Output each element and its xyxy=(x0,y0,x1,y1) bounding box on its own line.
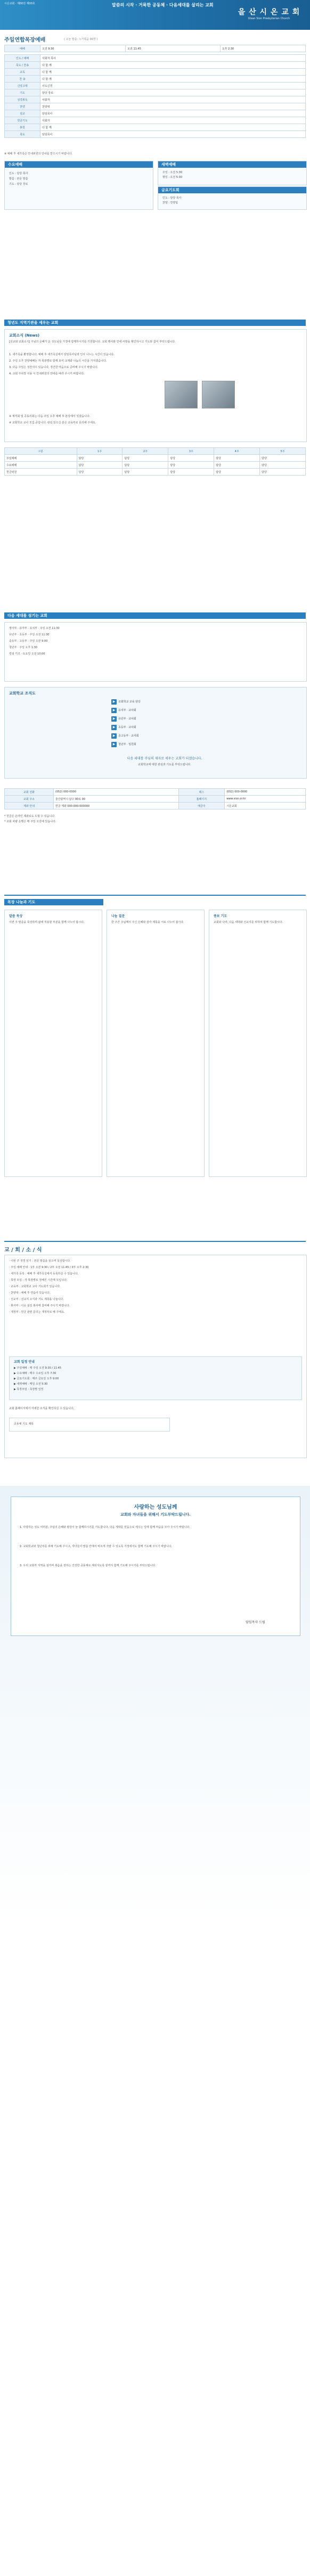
prayer-request-box xyxy=(9,1418,170,1432)
morning-title: 새벽예배 xyxy=(158,161,306,168)
weekly-box xyxy=(4,1255,307,1458)
weekly-title: 교 / 회 / 소 / 식 xyxy=(4,1247,42,1253)
contact-label: 팩스 xyxy=(178,789,225,796)
divider xyxy=(4,895,306,896)
contact-label: 홈페이지 xyxy=(178,796,225,803)
news-title: 청년도 지역기관을 세우는 교회 xyxy=(4,320,306,326)
contact-value: www.sion.or.kr xyxy=(225,796,306,803)
wednesday-line: 기도 : 담당 장로 xyxy=(9,183,28,186)
morning-line: 주일 : 오전 5:30 xyxy=(162,171,183,174)
chart-item: 유년부 · 교사회 xyxy=(118,717,136,721)
program-cell: 담당 xyxy=(260,462,306,469)
weekly-item: · 봉사부 : 이웃 섬김 봉사에 참여해 주시기 바랍니다. xyxy=(9,1304,70,1307)
contact-value: 시온교회 xyxy=(225,803,306,809)
tag-icon: ▶ xyxy=(111,716,117,722)
worship-section xyxy=(0,31,310,281)
program-cell: 주일예배 xyxy=(5,455,77,462)
prayer-column-1 xyxy=(4,910,102,1177)
bulletin-header xyxy=(0,0,310,30)
next-gen-row: 중등부 · 고등부 · 주일 오전 9:00 xyxy=(9,640,48,643)
prayer-column-title: 중보 기도 xyxy=(214,914,227,918)
news-intro: [선교와 교회소식] 주님의 은혜가 온 성도님들 가정에 함께하시기를 기원합니다. 교회 행사와 안내 사항을 확인하시고 기도와 참여 부탁드립니다. xyxy=(9,340,176,344)
news-section xyxy=(0,320,310,591)
weekly-item: · 주일 예배 안내 : 1부 오전 9:30 / 2부 오전 11:45 / 3부 오후 2:30 xyxy=(9,1266,89,1269)
time-3: 오후 2:30 xyxy=(220,45,305,52)
next-gen-schedule xyxy=(4,622,307,682)
header-slogan: 말씀의 시작 · 거룩한 공동체 · 다음세대를 살리는 교회 xyxy=(112,3,214,7)
order-label: 봉헌 xyxy=(5,124,40,131)
news-photo-2 xyxy=(202,381,235,408)
worship-order-table xyxy=(4,54,306,138)
worship-title: 주일연합목장예배 xyxy=(4,37,46,43)
contact-label: 계좌 안내 xyxy=(5,803,54,809)
schedule-row: ▶ 수요예배 : 매주 수요일 오후 7:30 xyxy=(14,1372,56,1375)
next-gen-row: 영아부 · 유아부 · 유치부 · 주일 오전 11:30 xyxy=(9,627,60,630)
letter-subtitle: 교회와 자녀들을 위해서 기도부탁드립니다. xyxy=(120,1512,191,1517)
wednesday-title: 수요예배 xyxy=(5,161,153,168)
prayer-column-title: 말씀 묵상 xyxy=(9,914,23,918)
program-cell: 담당 xyxy=(168,455,214,462)
contact-label: 교회 전화 xyxy=(5,789,54,796)
friday-line: 인도 : 담당 목사 xyxy=(162,197,182,200)
church-english-name: Ulsan Sion Presbyterian Church xyxy=(248,17,290,20)
next-gen-quote-sub: 교회학교에 대한 관심과 기도를 부탁드립니다. xyxy=(138,763,191,766)
chart-item: 교회학교 교육 담당 xyxy=(118,700,141,704)
letter-paragraph: 2. 교회학교와 청년부를 위해 기도해 주시고, 자녀들이 말씀 안에서 바르게 자랄 수 있도록 가정에서도 함께 기도해 주시기 바랍니다. xyxy=(20,1545,173,1548)
order-value: 다 함 께 xyxy=(40,124,306,131)
chart-item: 초등부 · 교사회 xyxy=(118,726,136,729)
news-heading: 교회소식 (News) xyxy=(9,333,40,338)
program-cell: 담당 xyxy=(123,455,168,462)
news-note: ※ 제직회 및 공동의회는 다음 주일 오후 예배 후 본당에서 있겠습니다. xyxy=(9,415,91,418)
program-cell: 담당 xyxy=(77,455,123,462)
program-cell: 담당 xyxy=(214,462,260,469)
weekly-item: · 찬양대 : 예배 후 연습이 있습니다. xyxy=(9,1291,51,1295)
order-value: 다 함 께 xyxy=(40,62,306,69)
weekly-item: · 선교부 : 선교지 소식과 기도 제목을 나눕니다. xyxy=(9,1298,64,1301)
news-item: 3. 다음 주일은 성찬식이 있습니다. 경건한 마음으로 준비해 주시기 바랍니다. xyxy=(9,366,99,369)
program-cell: 담당 xyxy=(77,462,123,469)
order-value: 사도신경 xyxy=(40,83,306,89)
prayer-column-2 xyxy=(107,910,205,1177)
order-value: 담임목사 xyxy=(40,131,306,138)
news-item: 1. 새가족을 환영합니다. 예배 후 새가족실에서 담임목사님과 인사 나누는 시간이 있습니다. xyxy=(9,353,115,356)
prayer-column-text: 한 주간 주님께서 주신 은혜와 감사 제목을 서로 나누어 봅시다. xyxy=(111,921,184,924)
program-cell: 담당 xyxy=(123,462,168,469)
contact-table xyxy=(4,788,306,809)
news-box xyxy=(4,329,307,442)
weekly-section xyxy=(0,1241,310,1465)
education-chart-title: 교회학교 조직도 xyxy=(9,691,36,696)
contact-label: 교회 주소 xyxy=(5,796,54,803)
program-cell: 담당 xyxy=(260,469,306,476)
chart-item: 청년부 · 임원회 xyxy=(118,743,136,746)
letter-title: 사랑하는 성도님께 xyxy=(134,1504,177,1510)
prayer-column-text: 이번 주 말씀을 묵상하며 삶에 적용할 부분을 함께 나누어 봅시다. xyxy=(9,921,85,924)
order-value: 다 함 께 xyxy=(40,76,306,83)
order-value: 사회자 xyxy=(40,96,306,103)
program-cell: 담당 xyxy=(77,469,123,476)
contact-note: * 교회 차량 운행은 매 주일 오전에 있습니다. xyxy=(4,820,56,823)
contact-label: 예금주 xyxy=(178,803,225,809)
times-header: 예배 xyxy=(5,45,40,52)
news-item: 2. 주일 오후 찬양예배는 각 목장별로 함께 모여 교제와 나눔의 시간을 가지겠습니다. xyxy=(9,359,107,363)
tag-icon: ▶ xyxy=(111,708,117,713)
contact-value: 울산광역시 남구 00로 00 xyxy=(53,796,178,803)
worship-subtitle: ( 오늘 말씀: 누가복음 00장 ) xyxy=(64,38,98,41)
program-header: 2주 xyxy=(123,448,168,455)
program-cell: 수요예배 xyxy=(5,462,77,469)
prayer-section xyxy=(0,895,310,1193)
contact-note: * 헌금은 온라인 계좌로도 드릴 수 있습니다. xyxy=(4,815,55,818)
program-cell: 담당 xyxy=(214,469,260,476)
letter-paragraph: 3. 우리 교회가 지역을 섬기며 복음을 전하는 건강한 공동체로 세워지도록 끝까지 함께 기도해 주시기를 부탁드립니다. xyxy=(20,1564,156,1567)
order-value: 담당 장로 xyxy=(40,89,306,96)
contact-value: (052) 000-0000 xyxy=(225,789,306,796)
letter-paragraph: 1. 사랑하는 성도 여러분, 주님의 은혜와 평강이 늘 함께하시기를 기도합니다. 다음 세대를 믿음으로 세우는 일에 함께 마음을 모아 주시기 바랍니다. xyxy=(20,1526,190,1529)
worship-times-table xyxy=(4,45,306,52)
order-label: 기도 xyxy=(5,89,40,96)
schedule-title: 교회 일정 안내 xyxy=(14,1360,35,1364)
divider xyxy=(4,1241,306,1242)
friday-title: 금요기도회 xyxy=(158,187,306,193)
weekly-closing: 교회 홈페이지에서 자세한 소식을 확인하실 수 있습니다. xyxy=(9,1407,75,1410)
education-chart xyxy=(4,687,307,779)
weekly-item: · 재정부 : 헌금 관련 문의는 재정부로 해 주세요. xyxy=(9,1311,65,1314)
order-label: 설교 xyxy=(5,110,40,117)
schedule-box xyxy=(9,1356,302,1400)
order-label: 인도 / 예배 xyxy=(5,55,40,62)
program-table xyxy=(4,447,306,476)
schedule-row: ▶ 새벽예배 : 매일 오전 5:30 xyxy=(14,1383,48,1386)
church-name: 을 산 시 온 교 회 xyxy=(238,8,300,17)
news-photo-1 xyxy=(165,381,198,408)
order-value: 사회자 xyxy=(40,117,306,124)
program-cell: 담당 xyxy=(123,469,168,476)
letter-section xyxy=(0,1486,310,2576)
chart-item: 유치부 · 교사회 xyxy=(118,709,136,712)
next-gen-row: 유년부 · 초등부 · 주일 오전 11:30 xyxy=(9,633,50,636)
prayer-title: 목장 나눔과 기도 xyxy=(4,899,103,905)
order-value: 담임목사 xyxy=(40,110,306,117)
program-cell: 헌금위원 xyxy=(5,469,77,476)
order-label: 묵도 / 찬송 xyxy=(5,62,40,69)
time-2: 오전 11:45 xyxy=(126,45,221,52)
order-label: 교독 xyxy=(5,69,40,76)
schedule-row: ▶ 주일예배 : 매 주일 오전 9:30 / 11:45 xyxy=(14,1367,62,1370)
prayer-column-3 xyxy=(209,910,307,1177)
worship-note: ※ 예배 후 새가족은 안내위원의 안내를 받으시기 바랍니다. xyxy=(4,152,72,156)
tag-icon: ▶ xyxy=(111,725,117,730)
prayer-request-label: 공동체 기도 제목 xyxy=(14,1422,34,1426)
letter-background xyxy=(0,1486,310,2576)
order-value: 사회자 목사 xyxy=(40,55,306,62)
order-label: 축도 xyxy=(5,131,40,138)
weekly-item: · 새가족 등록 : 예배 후 새가족실에서 등록하실 수 있습니다. xyxy=(9,1272,79,1275)
order-label: 찬 송 xyxy=(5,76,40,83)
next-gen-section xyxy=(0,612,310,868)
program-cell: 담당 xyxy=(168,469,214,476)
wednesday-service-box xyxy=(4,161,153,210)
tag-icon: ▶ xyxy=(111,699,117,705)
prayer-column-text: 교회와 나라, 다음 세대와 선교지를 위하여 함께 기도합시다. xyxy=(214,921,283,924)
program-cell: 담당 xyxy=(168,462,214,469)
weekly-item: · 목장 모임 : 각 목장별로 정해진 시간에 모입니다. xyxy=(9,1279,68,1282)
contact-value: (052) 000-0000 xyxy=(53,789,178,796)
news-note: ※ 교회학교 교사 모집 중입니다. 관심 있으신 분은 교육부로 문의해 주세요. xyxy=(9,421,96,424)
friday-line: 찬양 : 찬양팀 xyxy=(162,201,178,205)
next-gen-quote: 다음 세대를 주님의 제자로 세우는 교회가 되겠습니다. xyxy=(127,757,202,760)
prayer-column-title: 나눔 질문 xyxy=(111,914,125,918)
contact-value: 헌금 계좌 000-000-000000 xyxy=(53,803,178,809)
wednesday-line: 인도 : 담당 목사 xyxy=(9,172,28,175)
next-gen-row: 킹덤 키즈 · 토요일 오전 10:00 xyxy=(9,652,45,656)
order-label: 찬양 xyxy=(5,103,40,110)
program-header: 5주 xyxy=(260,448,306,455)
order-label: 신앙고백 xyxy=(5,83,40,89)
program-header: 4주 xyxy=(214,448,260,455)
tag-icon: ▶ xyxy=(111,742,117,747)
schedule-row: ▶ 목장모임 : 목장별 일정 xyxy=(14,1388,44,1391)
order-label: 성경봉독 xyxy=(5,96,40,103)
wednesday-line: 말씀 : 본문 말씀 xyxy=(9,177,28,181)
church-logo xyxy=(234,6,304,28)
weekly-item: · 이번 주 성경 읽기 : 본문 말씀을 읽으며 묵상합시다. xyxy=(9,1260,71,1263)
tag-icon: ▶ xyxy=(111,733,117,739)
letter-signature: 담임목사 드림 xyxy=(246,1621,265,1624)
order-value: 다 함 께 xyxy=(40,69,306,76)
order-value: 찬양대 xyxy=(40,103,306,110)
letter-card xyxy=(11,1496,300,1636)
news-item: 4. 교회 주차장 이용 시 안내위원의 안내를 따라 주시기 바랍니다. xyxy=(9,372,85,375)
morning-line: 평일 : 오전 5:30 xyxy=(162,176,183,179)
program-header: 1주 xyxy=(77,448,123,455)
program-header: 구분 xyxy=(5,448,77,455)
chart-item: 중고등부 · 교사회 xyxy=(118,734,139,738)
issue-label: 시온교회 · 제00권 제00호 xyxy=(4,2,35,5)
order-label: 헌금기도 xyxy=(5,117,40,124)
schedule-row: ▶ 금요기도회 : 매주 금요일 오후 9:00 xyxy=(14,1377,59,1380)
weekly-item: · 교육부 : 교회학교 교사 기도회가 있습니다. xyxy=(9,1285,61,1288)
next-gen-row: 청년부 · 주일 오후 1:30 xyxy=(9,646,37,649)
time-1: 오전 9:30 xyxy=(40,45,126,52)
friday-service-box xyxy=(158,186,307,210)
morning-service-box xyxy=(158,161,307,185)
program-cell: 담당 xyxy=(214,455,260,462)
program-cell: 담당 xyxy=(260,455,306,462)
next-gen-title: 다음 세대를 섬기는 교회 xyxy=(4,612,306,619)
program-header: 3주 xyxy=(168,448,214,455)
